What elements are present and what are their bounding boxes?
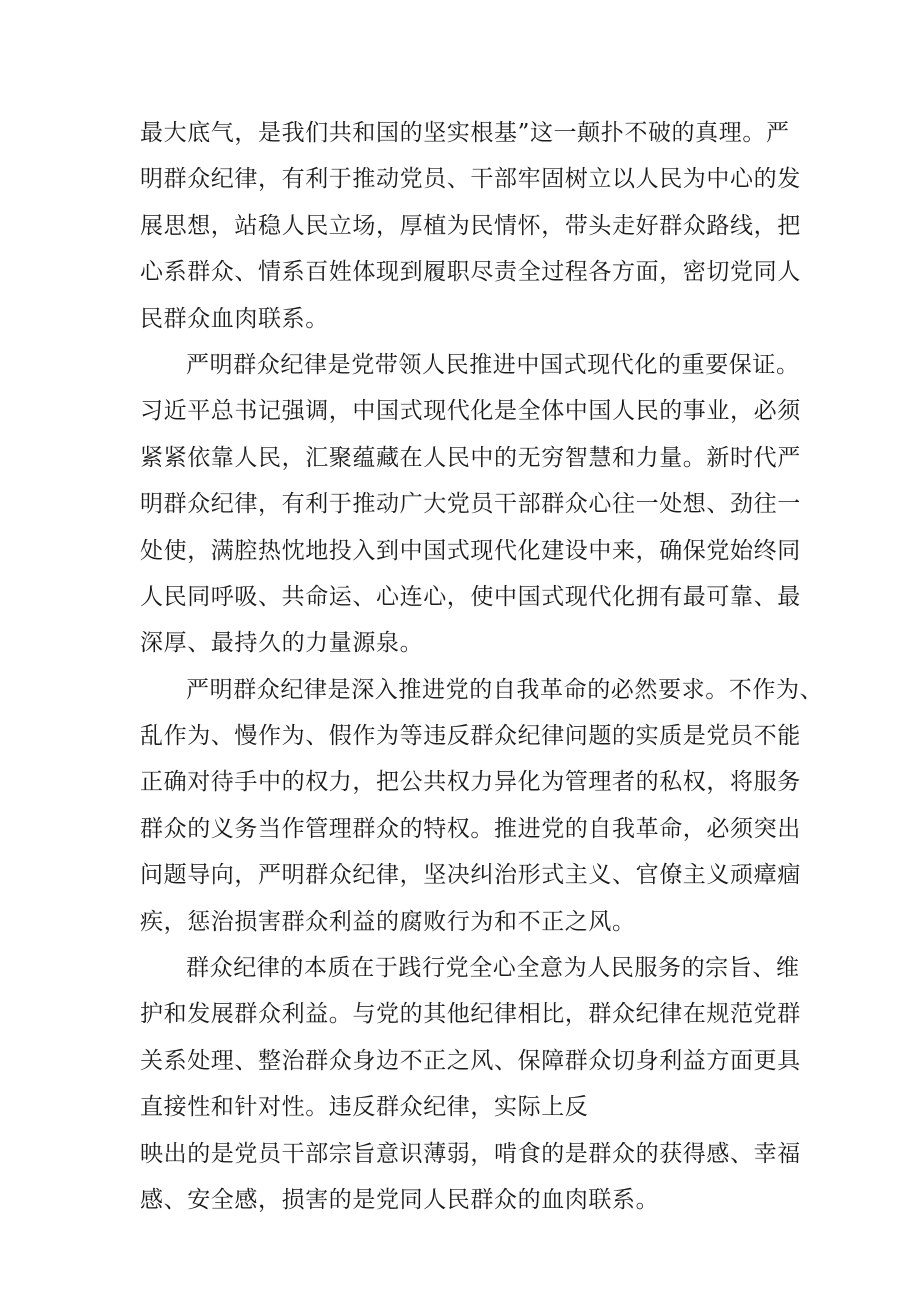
paragraph-2 [140,342,801,667]
text-line: 人民同呼吸、共命运、心连心，使中国式现代化拥有最可靠、最 [140,583,801,610]
text-line: 映出的是党员干部宗旨意识薄弱，啃食的是群众的获得感、幸福 [140,1140,801,1167]
text-line: 疾，惩治损害群众利益的腐败行为和不正之风。 [140,908,636,935]
paragraph-1 [140,110,801,342]
text-line: 护和发展群众利益。与党的其他纪律相比，群众纪律在规范党群 [140,1001,801,1028]
text-line: 严明群众纪律是党带领人民推进中国式现代化的重要保证。 [186,351,800,378]
text-line: 乱作为、慢作为、假作为等违反群众纪律问题的实质是党员不能 [140,723,801,750]
paragraph-4 [140,945,801,1131]
text-line: 民群众血肉联系。 [140,305,329,332]
text-line: 最大底气，是我们共和国的坚实根基”这一颠扑不破的真理。严 [140,120,790,146]
text-line: 问题导向，严明群众纪律，坚决纠治形式主义、官僚主义顽瘴痼 [140,862,801,889]
text-line: 深厚、最持久的力量源泉。 [140,630,424,657]
text-line: 心系群众、情系百姓体现到履职尽责全过程各方面，密切党同人 [140,259,801,286]
document-body [140,110,824,1223]
text-line: 处使，满腔热忱地投入到中国式现代化建设中来，确保党始终同 [140,537,801,564]
paragraph-3 [140,667,824,945]
text-line: 明群众纪律，有利于推动党员、干部牢固树立以人民为中心的发 [140,166,801,193]
text-line: 关系处理、整治群众身边不正之风、保障群众切身利益方面更具 [140,1047,801,1074]
text-line: 直接性和针对性。违反群众纪律，实际上反 [140,1094,589,1121]
text-line: 明群众纪律，有利于推动广大党员干部群众心往一处想、劲往一 [140,491,801,518]
text-line: 群众纪律的本质在于践行党全心全意为人民服务的宗旨、维 [186,955,800,982]
text-line: 习近平总书记强调，中国式现代化是全体中国人民的事业，必须 [140,398,801,425]
text-line: 感、安全感，损害的是党同人民群众的血肉联系。 [140,1186,660,1213]
paragraph-5 [140,1131,801,1224]
text-line: 严明群众纪律是深入推进党的自我革命的必然要求。不作为、 [186,676,824,703]
text-line: 展思想，站稳人民立场，厚植为民情怀，带头走好群众路线，把 [140,212,801,239]
text-line: 群众的义务当作管理群众的特权。推进党的自我革命，必须突出 [140,815,801,842]
text-line: 正确对待手中的权力，把公共权力异化为管理者的私权，将服务 [140,769,801,796]
text-line: 紧紧依靠人民，汇聚蕴藏在人民中的无穷智慧和力量。新时代严 [140,444,801,471]
